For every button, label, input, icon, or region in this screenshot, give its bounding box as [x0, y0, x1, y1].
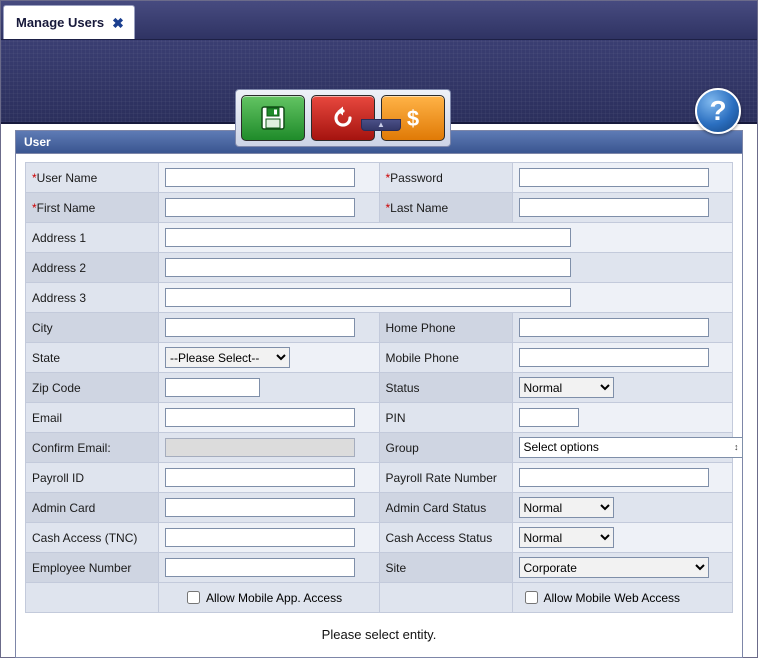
- address3-input[interactable]: [165, 288, 571, 307]
- group-cell: [512, 433, 739, 463]
- admin-card-cell: [159, 493, 380, 523]
- allow-mobile-app-access-checkbox-wrap[interactable]: [165, 591, 373, 605]
- table-row: [26, 403, 733, 433]
- status-cell: [512, 373, 733, 403]
- confirm-email-label: Confirm Email:: [26, 433, 159, 463]
- city-input[interactable]: [165, 318, 355, 337]
- payroll-rate-number-label: Payroll Rate Number: [379, 463, 512, 493]
- first-name-cell: [159, 193, 380, 223]
- home-phone-cell: [512, 313, 733, 343]
- confirm-email-cell: [159, 433, 380, 463]
- home-phone-label: Home Phone: [379, 313, 512, 343]
- site-select[interactable]: [519, 557, 709, 578]
- user-name-input[interactable]: [165, 168, 355, 187]
- employee-number-cell: [159, 553, 380, 583]
- user-form-table: [25, 162, 739, 613]
- undo-button[interactable]: [311, 95, 375, 141]
- cash-access-tnc-label: Cash Access (TNC): [26, 523, 159, 553]
- payroll-id-input[interactable]: [165, 468, 355, 487]
- payroll-rate-number-input[interactable]: [519, 468, 709, 487]
- table-row: [26, 223, 733, 253]
- question-mark-icon: ?: [709, 95, 727, 126]
- home-phone-input[interactable]: [519, 318, 709, 337]
- state-cell: [159, 343, 380, 373]
- address3-label: Address 3: [26, 283, 159, 313]
- tab-bar: [1, 1, 757, 40]
- required-marker: *: [32, 170, 37, 185]
- payroll-id-label: Payroll ID: [26, 463, 159, 493]
- confirm-email-input[interactable]: [165, 438, 355, 457]
- site-cell: [512, 553, 733, 583]
- group-label: Group: [379, 433, 512, 463]
- payroll-rate-number-cell: [512, 463, 733, 493]
- mobile-web-spacer: [379, 583, 512, 613]
- cash-access-tnc-input[interactable]: [165, 528, 355, 547]
- city-label: City: [26, 313, 159, 343]
- email-label: Email: [26, 403, 159, 433]
- table-row: [26, 523, 733, 553]
- allow-mobile-web-access-label: Allow Mobile Web Access: [543, 590, 680, 605]
- admin-card-status-cell: [512, 493, 733, 523]
- user-name-cell: [159, 163, 380, 193]
- payroll-id-cell: [159, 463, 380, 493]
- allow-mobile-app-access-label: Allow Mobile App. Access: [206, 590, 343, 605]
- admin-card-status-select[interactable]: [519, 497, 614, 518]
- panel-title: User: [16, 131, 742, 154]
- cash-access-status-cell: [512, 523, 733, 553]
- floppy-disk-icon: [260, 105, 286, 131]
- table-row: [26, 193, 733, 223]
- mobile-app-spacer: [26, 583, 159, 613]
- site-label: Site: [379, 553, 512, 583]
- tab-label: Manage Users: [16, 15, 105, 30]
- toolbar-button-group: [235, 89, 451, 147]
- state-label: State: [26, 343, 159, 373]
- collapse-toolbar-handle[interactable]: ▲: [361, 119, 401, 131]
- table-row: [26, 343, 733, 373]
- table-row: [26, 583, 733, 613]
- email-input[interactable]: [165, 408, 355, 427]
- user-panel: [15, 130, 743, 658]
- address1-input[interactable]: [165, 228, 571, 247]
- content-area: [1, 124, 757, 658]
- password-label: *Password: [379, 163, 512, 193]
- status-message: Please select entity.: [25, 613, 733, 648]
- last-name-cell: [512, 193, 733, 223]
- address1-label: Address 1: [26, 223, 159, 253]
- mobile-phone-label: Mobile Phone: [379, 343, 512, 373]
- required-marker: *: [385, 170, 391, 185]
- address2-label: Address 2: [26, 253, 159, 283]
- password-input[interactable]: [519, 168, 709, 187]
- first-name-input[interactable]: [165, 198, 355, 217]
- group-multiselect[interactable]: [519, 437, 743, 458]
- address1-cell: [159, 223, 733, 253]
- mobile-phone-input[interactable]: [519, 348, 709, 367]
- save-button[interactable]: [241, 95, 305, 141]
- address3-cell: [159, 283, 733, 313]
- address2-cell: [159, 253, 733, 283]
- email-cell: [159, 403, 380, 433]
- dollar-sign-icon: [400, 105, 426, 131]
- help-button[interactable]: [695, 88, 741, 134]
- first-name-label: *First Name: [26, 193, 159, 223]
- allow-mobile-web-access-checkbox[interactable]: [525, 591, 538, 604]
- employee-number-label: Employee Number: [26, 553, 159, 583]
- required-marker: *: [32, 200, 37, 215]
- status-select[interactable]: [519, 377, 614, 398]
- table-row: [26, 463, 733, 493]
- group-selected-text: Select options: [523, 440, 599, 454]
- admin-card-label: Admin Card: [26, 493, 159, 523]
- toolbar: [1, 40, 757, 131]
- last-name-input[interactable]: [519, 198, 709, 217]
- tab-manage-users[interactable]: [3, 5, 135, 39]
- currency-button[interactable]: [381, 95, 445, 141]
- table-row: [26, 373, 733, 403]
- table-row: [26, 553, 733, 583]
- table-row: [26, 433, 733, 463]
- table-row: [26, 493, 733, 523]
- pin-cell: [512, 403, 733, 433]
- panel-body: [16, 154, 742, 657]
- pin-label: PIN: [379, 403, 512, 433]
- zip-code-input[interactable]: [165, 378, 260, 397]
- address2-input[interactable]: [165, 258, 571, 277]
- table-row: [26, 163, 733, 193]
- cash-access-status-label: Cash Access Status: [379, 523, 512, 553]
- last-name-label: *Last Name: [379, 193, 512, 223]
- status-label: Status: [379, 373, 512, 403]
- allow-mobile-web-access-checkbox-wrap[interactable]: [519, 591, 727, 605]
- mobile-phone-cell: [512, 343, 733, 373]
- undo-arrow-icon: [330, 105, 356, 131]
- cash-access-tnc-cell: [159, 523, 380, 553]
- close-icon[interactable]: ✖: [112, 14, 124, 31]
- table-row: [26, 253, 733, 283]
- user-name-label: *User Name: [26, 163, 159, 193]
- state-select[interactable]: [165, 347, 290, 368]
- zip-code-label: Zip Code: [26, 373, 159, 403]
- svg-text:$: $: [406, 106, 420, 131]
- allow-mobile-app-cell: [159, 583, 380, 613]
- pin-input[interactable]: [519, 408, 579, 427]
- admin-card-status-label: Admin Card Status: [379, 493, 512, 523]
- cash-access-status-select[interactable]: [519, 527, 614, 548]
- allow-mobile-app-access-checkbox[interactable]: [187, 591, 200, 604]
- allow-mobile-web-cell: [512, 583, 733, 613]
- admin-card-input[interactable]: [165, 498, 355, 517]
- table-row: [26, 283, 733, 313]
- zip-code-cell: [159, 373, 380, 403]
- table-row: [26, 313, 733, 343]
- employee-number-input[interactable]: [165, 558, 355, 577]
- city-cell: [159, 313, 380, 343]
- password-cell: [512, 163, 733, 193]
- updown-arrows-icon: ↕: [734, 442, 739, 452]
- required-marker: *: [385, 200, 391, 215]
